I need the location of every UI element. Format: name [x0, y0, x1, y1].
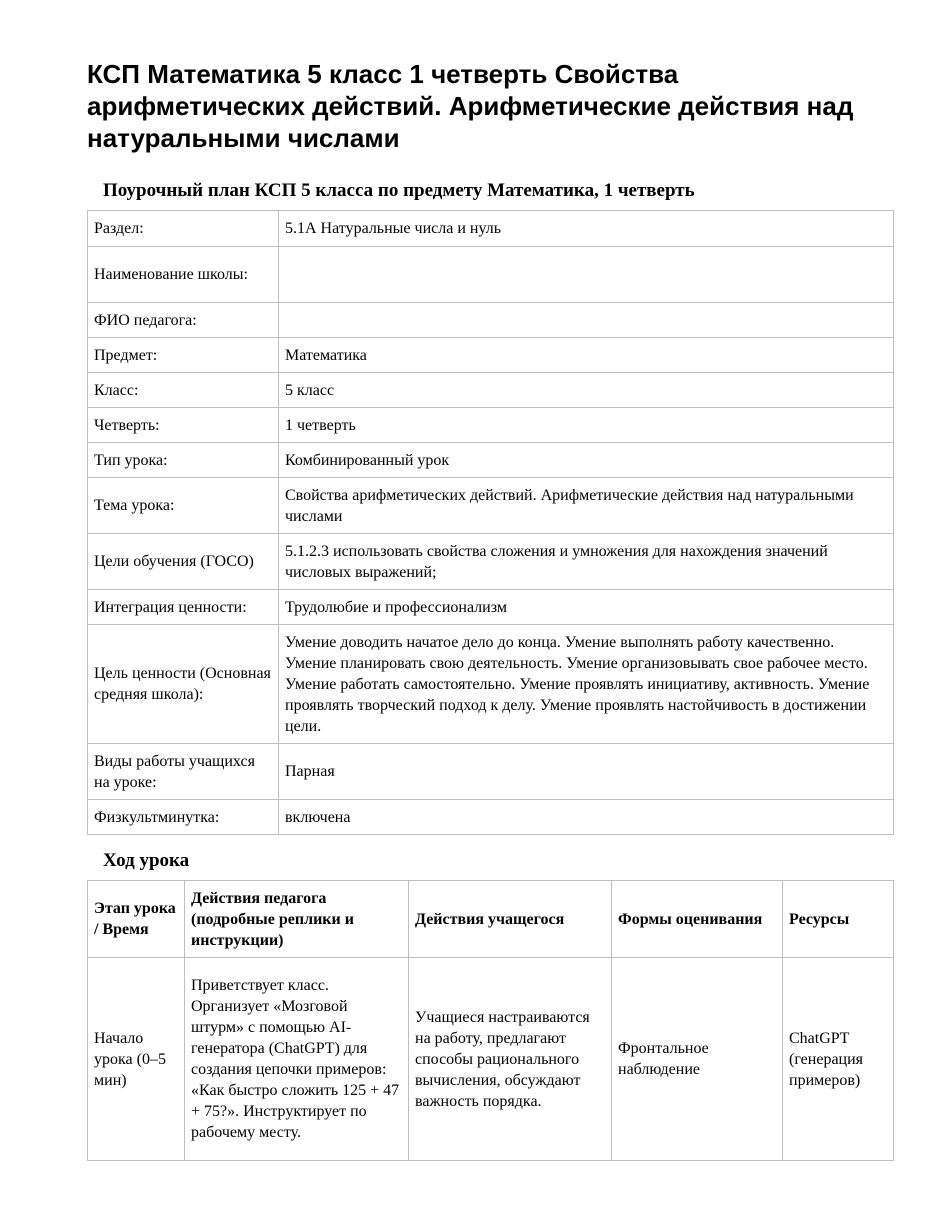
plan-row	[88, 338, 894, 373]
lesson-header-cell: Действия педагога (подробные реплики и инструкции)	[185, 881, 409, 958]
plan-row	[88, 744, 894, 800]
plan-row	[88, 247, 894, 303]
plan-row	[88, 303, 894, 338]
lesson-cell: Фронтальное наблюдение	[612, 958, 783, 1161]
plan-value: Трудолюбие и профессионализм	[279, 590, 894, 625]
plan-label: Цель ценности (Основная средняя школа):	[88, 625, 279, 744]
lesson-heading: Ход урока	[103, 850, 190, 871]
plan-row	[88, 590, 894, 625]
plan-row	[88, 211, 894, 247]
plan-label: Тема урока:	[88, 478, 279, 534]
lesson-cell: Учащиеся настраиваются на работу, предлагают способы рационального вычисления, обсуждают важность порядка.	[409, 958, 612, 1161]
plan-label: Виды работы учащихся на уроке:	[88, 744, 279, 800]
lesson-header-row	[88, 881, 894, 958]
plan-value: Математика	[279, 338, 894, 373]
lesson-plan-table	[87, 210, 894, 835]
lesson-cell: ChatGPT (генерация примеров)	[783, 958, 894, 1161]
lesson-header-cell: Ресурсы	[783, 881, 894, 958]
plan-row	[88, 373, 894, 408]
plan-row	[88, 408, 894, 443]
plan-row	[88, 478, 894, 534]
lesson-cell: Начало урока (0–5 мин)	[88, 958, 185, 1161]
plan-value: Умение доводить начатое дело до конца. Умение выполнять работу качественно. Умение планировать свою деятельность. Умение организовывать свое рабочее место. Умение работать самостоятельно. Умение проявлять инициативу, активность. Умение проявлять творческий подход к делу. Умение проявлять настойчивость в достижении цели.	[279, 625, 894, 744]
plan-value: 5.1.2.3 использовать свойства сложения и умножения для нахождения значений числовых выражений;	[279, 534, 894, 590]
plan-row	[88, 800, 894, 835]
plan-value: 1 четверть	[279, 408, 894, 443]
plan-label: Предмет:	[88, 338, 279, 373]
plan-label: Четверть:	[88, 408, 279, 443]
plan-value: Парная	[279, 744, 894, 800]
plan-label: Класс:	[88, 373, 279, 408]
plan-label: Наименование школы:	[88, 247, 279, 303]
lesson-header-cell: Формы оценивания	[612, 881, 783, 958]
plan-value: 5.1А Натуральные числа и нуль	[279, 211, 894, 247]
plan-label: Интеграция ценности:	[88, 590, 279, 625]
plan-label: Физкультминутка:	[88, 800, 279, 835]
plan-label: Раздел:	[88, 211, 279, 247]
lesson-cell: Приветствует класс. Организует «Мозговой штурм» с помощью AI-генератора (ChatGPT) для создания цепочки примеров: «Как быстро сложить 125 + 47 + 75?». Инструктирует по рабочему месту.	[185, 958, 409, 1161]
plan-value	[279, 303, 894, 338]
plan-row	[88, 534, 894, 590]
lesson-header-cell: Действия учащегося	[409, 881, 612, 958]
plan-value	[279, 247, 894, 303]
plan-value: включена	[279, 800, 894, 835]
plan-label: Тип урока:	[88, 443, 279, 478]
plan-heading: Поурочный план КСП 5 класса по предмету Математика, 1 четверть	[103, 180, 695, 201]
plan-value: Комбинированный урок	[279, 443, 894, 478]
plan-row	[88, 625, 894, 744]
plan-value: Свойства арифметических действий. Арифметические действия над натуральными числами	[279, 478, 894, 534]
document-title: КСП Математика 5 класс 1 четверть Свойства арифметических действий. Арифметические действия над натуральными числами	[87, 59, 854, 153]
lesson-row	[88, 958, 894, 1161]
plan-value: 5 класс	[279, 373, 894, 408]
plan-label: Цели обучения (ГОСО)	[88, 534, 279, 590]
plan-row	[88, 443, 894, 478]
lesson-flow-table	[87, 880, 894, 1161]
plan-label: ФИО педагога:	[88, 303, 279, 338]
lesson-header-cell: Этап урока / Время	[88, 881, 185, 958]
